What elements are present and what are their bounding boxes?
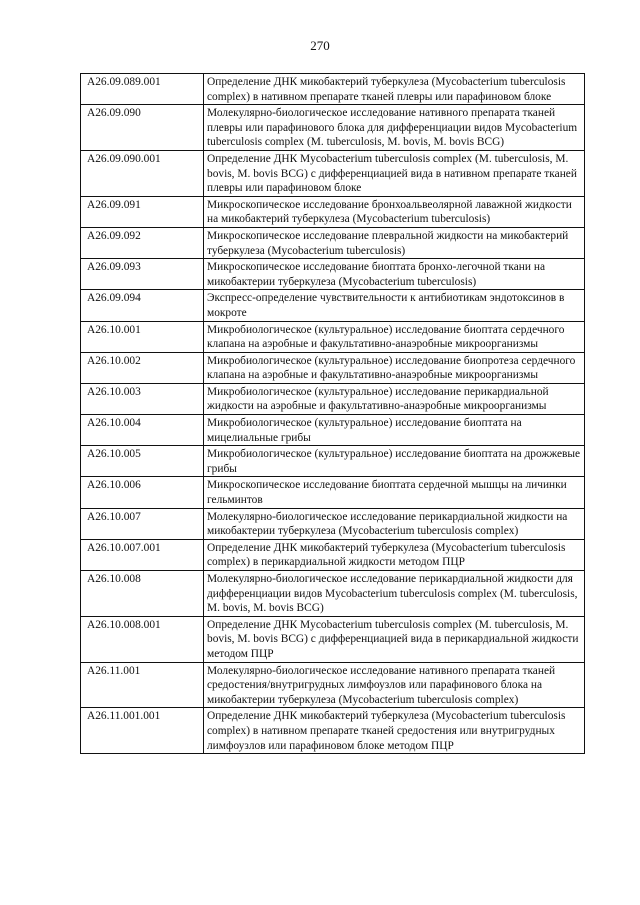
service-code-cell: A26.09.094 [81,290,204,321]
service-description-cell: Микроскопическое исследование бронхоальвеолярной лаважной жидкости на микобактерий туберкулеза (Mycobacterium tuberculosis) [204,196,585,227]
service-description-cell: Микробиологическое (культуральное) исследование перикардиальной жидкости на аэробные и факультативно-анаэробные микроорганизмы [204,383,585,414]
table-row [81,415,585,446]
service-description-cell: Определение ДНК микобактерий туберкулеза (Mycobacterium tuberculosis complex) в нативном препарате тканей плевры или парафиновом блоке [204,74,585,105]
table-row [81,571,585,617]
table-row [81,227,585,258]
service-code-cell: A26.10.004 [81,415,204,446]
service-code-cell: A26.09.090 [81,105,204,151]
table-row [81,446,585,477]
service-description-cell: Микробиологическое (культуральное) исследование биоптата на дрожжевые грибы [204,446,585,477]
service-description-cell: Молекулярно-биологическое исследование перикардиальной жидкости для дифференциации видов Mycobacterium tuberculosis complex (M. tuberculosis, M. bovis, M. bovis BCG) [204,571,585,617]
table-row [81,616,585,662]
service-description-cell: Определение ДНК Mycobacterium tuberculosis complex (M. tuberculosis, M. bovis, M. bovis BCG) с дифференциацией вида в нативном препарате тканей плевры или парафиновом блоке [204,150,585,196]
service-code-cell: A26.10.008 [81,571,204,617]
service-code-cell: A26.10.001 [81,321,204,352]
service-code-cell: A26.10.007 [81,508,204,539]
table-row [81,352,585,383]
service-code-cell: A26.11.001.001 [81,708,204,754]
table-row [81,196,585,227]
table-row [81,105,585,151]
service-code-cell: A26.09.091 [81,196,204,227]
table-row [81,150,585,196]
service-code-cell: A26.09.090.001 [81,150,204,196]
service-description-cell: Микроскопическое исследование плевральной жидкости на микобактерий туберкулеза (Mycobacterium tuberculosis) [204,227,585,258]
table-row [81,708,585,754]
service-description-cell: Молекулярно-биологическое исследование нативного препарата тканей плевры или парафинового блока для дифференциации видов Mycobacterium tuberculosis complex (M. tuberculosis, M. bovis, M. bovis BCG) [204,105,585,151]
table-row [81,508,585,539]
service-description-cell: Определение ДНК Mycobacterium tuberculosis complex (M. tuberculosis, M. bovis, M. bovis BCG) с дифференциацией вида в перикардиальной жидкости методом ПЦР [204,616,585,662]
service-description-cell: Микробиологическое (культуральное) исследование биопротеза сердечного клапана на аэробные и факультативно-анаэробные микроорганизмы [204,352,585,383]
table-row [81,74,585,105]
table-row [81,383,585,414]
service-code-cell: A26.09.089.001 [81,74,204,105]
service-code-cell: A26.09.093 [81,259,204,290]
table-row [81,539,585,570]
service-code-cell: A26.10.005 [81,446,204,477]
service-description-cell: Молекулярно-биологическое исследование нативного препарата тканей средостения/внутригрудных лимфоузлов или парафинового блока на микобактерии туберкулеза (Mycobacterium tuberculosis complex) [204,662,585,708]
service-code-cell: A26.10.007.001 [81,539,204,570]
service-code-cell: A26.11.001 [81,662,204,708]
table-row [81,662,585,708]
service-description-cell: Определение ДНК микобактерий туберкулеза (Mycobacterium tuberculosis complex) в перикардиальной жидкости методом ПЦР [204,539,585,570]
table-row [81,259,585,290]
service-description-cell: Экспресс-определение чувствительности к антибиотикам эндотоксинов в мокроте [204,290,585,321]
table-body [81,74,585,754]
service-code-cell: A26.10.006 [81,477,204,508]
service-code-cell: A26.10.002 [81,352,204,383]
table-row [81,290,585,321]
page-number: 270 [310,38,330,53]
service-description-cell: Микроскопическое исследование биоптата сердечной мышцы на личинки гельминтов [204,477,585,508]
service-description-cell: Микроскопическое исследование биоптата бронхо-легочной ткани на микобактерии туберкулеза (Mycobacterium tuberculosis) [204,259,585,290]
service-description-cell: Микробиологическое (культуральное) исследование биоптата сердечного клапана на аэробные и факультативно-анаэробные микроорганизмы [204,321,585,352]
service-description-cell: Молекулярно-биологическое исследование перикардиальной жидкости на микобактерии туберкулеза (Mycobacterium tuberculosis complex) [204,508,585,539]
service-description-cell: Определение ДНК микобактерий туберкулеза (Mycobacterium tuberculosis complex) в нативном препарате тканей средостения или внутригрудных лимфоузлов или парафиновом блоке методом ПЦР [204,708,585,754]
service-description-cell: Микробиологическое (культуральное) исследование биоптата на мицелиальные грибы [204,415,585,446]
service-code-cell: A26.10.008.001 [81,616,204,662]
service-code-cell: A26.09.092 [81,227,204,258]
service-code-cell: A26.10.003 [81,383,204,414]
table-row [81,321,585,352]
service-code-table [80,73,585,754]
table-row [81,477,585,508]
